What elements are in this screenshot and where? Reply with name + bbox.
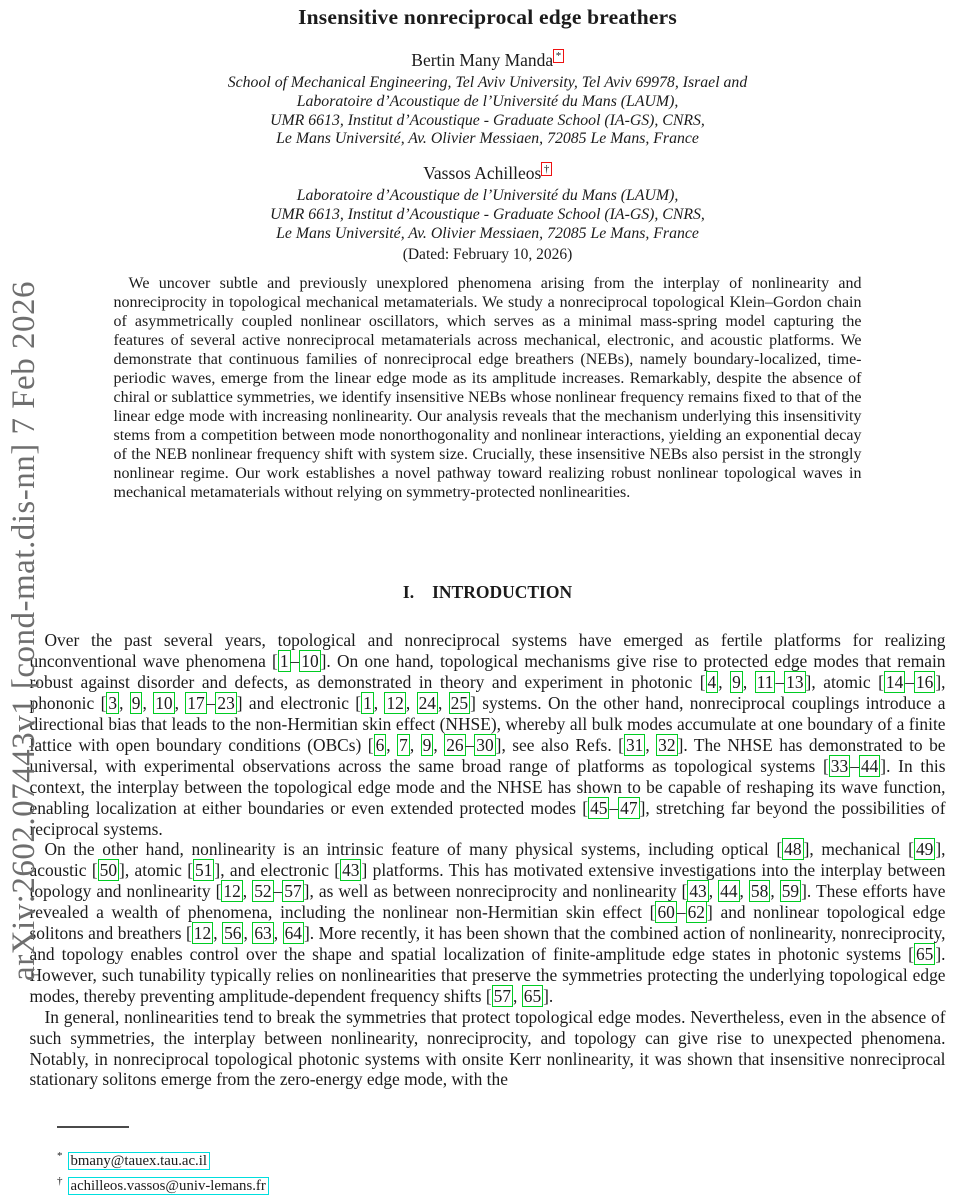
citation-link[interactable]: 1 [279,651,289,672]
text-run: , [243,923,253,944]
paper-header [0,0,975,264]
footnote-line [57,1146,269,1171]
author-footnote-marker-link[interactable]: † [541,162,552,176]
text-run: ]. However, such tunability typically relies on nonlinearities that preserve the symmetries protecting the underlying topological edge modes, thereby preventing amplitude-dependent frequency shifts [ [29,943,946,1006]
text-run: , [142,693,154,714]
citation-link[interactable]: 10 [155,693,173,714]
citation-link[interactable]: 11 [756,672,774,693]
citation-link[interactable]: 48 [784,839,802,860]
abstract-block [114,274,862,502]
text-run: ] and electronic [ [236,693,362,714]
text-run: , [742,672,755,693]
affiliation-line: Laboratoire d’Acoustique de l’Université du Mans (LAUM), [296,92,679,110]
text-run: , [409,734,421,755]
text-run: , [433,734,445,755]
paragraph [30,630,946,839]
citation-link[interactable]: 30 [476,734,494,755]
text-run: – [775,672,785,693]
date-line: (Dated: February 10, 2026) [402,245,573,263]
authors-block [0,50,975,244]
citation-link[interactable]: 4 [707,672,717,693]
footnote-rule [57,1126,129,1128]
text-run: , [119,693,130,714]
text-run: , [739,881,749,902]
text-run: ], mechanical [ [803,839,914,860]
text-run: , [273,923,283,944]
text-run: , [386,734,398,755]
text-run: , [718,672,731,693]
citation-link[interactable]: 65 [915,943,934,964]
text-run: – [905,672,914,693]
affiliation-line: UMR 6613, Institut d’Acoustique - Graduate School (IA-GS), CNRS, [270,205,705,223]
text-run: ], atomic [ [805,672,884,693]
citation-link[interactable]: 12 [386,693,404,714]
text-run: ]. [543,985,554,1006]
text-run: ], atomic [ [119,860,194,881]
text-run: , [242,881,253,902]
text-run: , [770,881,780,902]
citation-link[interactable]: 31 [625,734,644,755]
email-link[interactable]: achilleos.vassos@univ-lemans.fr [68,1177,269,1195]
text-run: – [850,755,859,776]
text-run: ]. The NHSE has demonstrated to be universal, with experimental observations across the same broad range of platforms as topological systems [ [29,734,946,776]
text-run: , [513,985,522,1006]
introduction-body [30,630,946,1090]
author-name-text: Vassos Achilleos [423,163,542,184]
citation-link[interactable]: 43 [689,881,707,902]
citation-link[interactable]: 43 [342,860,360,881]
citation-link[interactable]: 65 [523,985,542,1006]
text-run: ] platforms. This has motivated extensive investigations into the interplay between topology and nonlinearity [ [29,860,946,902]
text-run: ], as well as between nonreciprocity and nonlinearity [ [303,881,688,902]
citation-link[interactable]: 33 [830,755,849,776]
citation-link[interactable]: 44 [860,755,879,776]
abstract-text: We uncover subtle and previously unexplored phenomena arising from the interplay of nonlinearity and nonreciprocity in topological mechanical metamaterials. We study a nonreciprocal topological Klein–Gordon chain of asymmetrically coupled nonlinear oscillators, which serves as a minimal mass-spring model capturing the features of several active nonreciprocal metamaterials across mechanical, electronic, and acoustic platforms. We demonstrate that continuous families of nonreciprocal edge breathers (NEBs), namely boundary-localized, time-periodic waves, emerge from the linear edge mode as its amplitude increases. Remarkably, despite the absence of chiral or sublattice symmetries, we identify insensitive NEBs whose nonlinear frequency remains fixed to that of the linear edge mode with increasing nonlinearity. Our analysis reveals that the mechanism underlying this insensitivity stems from a competition between mode nonorthogonality and nonlinear interactions, yielding an exponential decay of the NEB nonlinear frequency shift with system size. Crucially, these insensitive NEBs also persist in the strongly nonlinear regime. Our work establishes a novel pathway toward realizing robust nonlinear topological waves in mechanical metamaterials without relying on symmetry-protected nonlinearities. [113,275,862,502]
text-run: ]. In this context, the interplay between the topological edge mode and the NHSE has shown to be capable of reshaping its wave function, enabling localization at either boundaries or even extended protected modes [ [29,755,946,818]
email-link[interactable]: bmany@tauex.tau.ac.il [68,1152,210,1170]
text-run: Over the past several years, topological and nonreciprocal systems have emerged as fertile platforms for realizing unconventional wave phenomena [ [29,630,946,672]
citation-link[interactable]: 7 [399,734,408,755]
citation-link[interactable]: 17 [187,693,205,714]
citation-link[interactable]: 26 [446,734,464,755]
text-run: , [645,734,657,755]
citation-link[interactable]: 9 [131,693,141,714]
citation-link[interactable]: 1 [363,693,372,714]
text-run: – [273,881,283,902]
citation-link[interactable]: 9 [732,672,741,693]
citation-link[interactable]: 32 [658,734,676,755]
section-title: INTRODUCTION [432,582,573,603]
citation-link[interactable]: 14 [885,672,904,693]
text-run: ], and electronic [ [214,860,341,881]
citation-link[interactable]: 49 [915,839,934,860]
text-run: – [206,693,216,714]
text-run: On the other hand, nonlinearity is an intrinsic feature of many physical systems, including optical [ [44,839,783,860]
citation-link[interactable]: 16 [915,672,934,693]
citation-link[interactable]: 57 [493,985,512,1006]
citation-link[interactable]: 47 [620,797,638,818]
citation-link[interactable]: 50 [99,860,118,881]
text-run: – [290,651,300,672]
text-run: , [213,923,223,944]
affiliation-line: UMR 6613, Institut d’Acoustique - Graduate School (IA-GS), CNRS, [270,111,705,129]
paragraph [30,1007,946,1091]
citation-link[interactable]: 56 [224,923,242,944]
author-name [0,50,975,71]
citation-link[interactable]: 24 [418,693,436,714]
text-run: ], see also Refs. [ [495,734,624,755]
citation-link[interactable]: 62 [687,902,705,923]
text-run: , [373,693,385,714]
author-name-text: Bertin Many Manda [411,50,554,70]
section-numeral: I. [402,582,415,603]
text-run: In general, nonlinearities tend to break the symmetries that protect topological edge modes. Nevertheless, even in the absence of such symmetries, the interplay between nonlinearity, nonreciprocity, and topology can give rise to unexpected phenomena. Notably, in nonreciprocal topological photonic systems with onsite Kerr nonlinearity, it was shown that insensitive nonreciprocal stationary solitons emerge from the zero-energy edge mode, with the [29,1006,946,1090]
footnote-marker: † [57,1175,63,1188]
text-run: ]. These efforts have revealed a wealth of phenomena, including the nonlinear non-Hermitian skin effect [ [29,881,946,923]
text-run: ] and nonlinear topological edge solitons and breathers [ [29,902,946,944]
citation-link[interactable]: 57 [284,881,302,902]
citation-link[interactable]: 44 [720,881,738,902]
text-run: ]. On one hand, topological mechanisms give rise to protected edge modes that remain robust against disorder and defects, as demonstrated in theory and experiment in photonic [ [29,651,946,693]
text-run: – [676,902,686,923]
footnote-line [57,1171,269,1196]
citation-link[interactable]: 52 [254,881,272,902]
text-run: , [174,693,186,714]
citation-link[interactable]: 10 [301,651,319,672]
citation-link[interactable]: 9 [422,734,432,755]
text-run: , [437,693,449,714]
text-run: ]. More recently, it has been shown that the combined action of nonlinearity, nonreciprocity, and topology enables control over the shape and spatial localization of finite-amplitude edge states in photonic systems [ [29,923,946,964]
affiliation-line: Le Mans Université, Av. Olivier Messiaen, 72085 Le Mans, France [276,224,699,242]
citation-link[interactable]: 59 [781,881,800,902]
text-run: – [609,797,619,818]
footnote-marker: * [57,1150,63,1162]
text-run: ] systems. On the other hand, nonreciprocal couplings introduce a directional bias that leads to the non-Hermitian skin effect (NHSE), whereby all bulk modes accumulate at one boundary of a finite lattice with open boundary conditions (OBCs) [ [29,693,946,755]
citation-link[interactable]: 6 [375,734,385,755]
affiliation-line: Le Mans Université, Av. Olivier Messiaen, 72085 Le Mans, France [276,130,699,148]
citation-link[interactable]: 51 [195,860,213,881]
affiliation-line: School of Mechanical Engineering, Tel Aviv University, Tel Aviv 69978, Israel and [227,74,748,91]
arxiv-watermark: arXiv:2602.07443v1 [cond-mat.dis-nn] 7 Feb 2026 [6,281,42,981]
text-run: – [465,734,475,755]
citation-link[interactable]: 45 [590,797,608,818]
text-run: ], phononic [ [29,672,946,714]
text-run: ], acoustic [ [29,839,946,881]
text-run: , [405,693,417,714]
paper-title: Insensitive nonreciprocal edge breathers [298,5,677,29]
citation-link[interactable]: 23 [217,693,235,714]
footnote-lines [57,1146,269,1197]
citation-link[interactable]: 25 [450,693,469,714]
text-run: ], stretching far beyond the possibilities of reciprocal systems. [29,797,946,839]
text-run: , [708,881,719,902]
section-heading [0,582,975,603]
citation-link[interactable]: 13 [786,672,804,693]
citation-link[interactable]: 12 [193,923,212,944]
citation-link[interactable]: 12 [223,881,241,902]
citation-link[interactable]: 63 [254,923,272,944]
citation-link[interactable]: 58 [750,881,769,902]
author-name [0,163,975,184]
author-footnote-marker-link[interactable]: * [553,49,564,63]
citation-link[interactable]: 3 [108,693,118,714]
paragraph [30,839,946,1006]
affiliation-line: Laboratoire d’Acoustique de l’Université du Mans (LAUM), [296,187,679,205]
citation-link[interactable]: 60 [657,902,675,923]
footnotes-block [57,1126,269,1197]
citation-link[interactable]: 64 [284,923,302,944]
